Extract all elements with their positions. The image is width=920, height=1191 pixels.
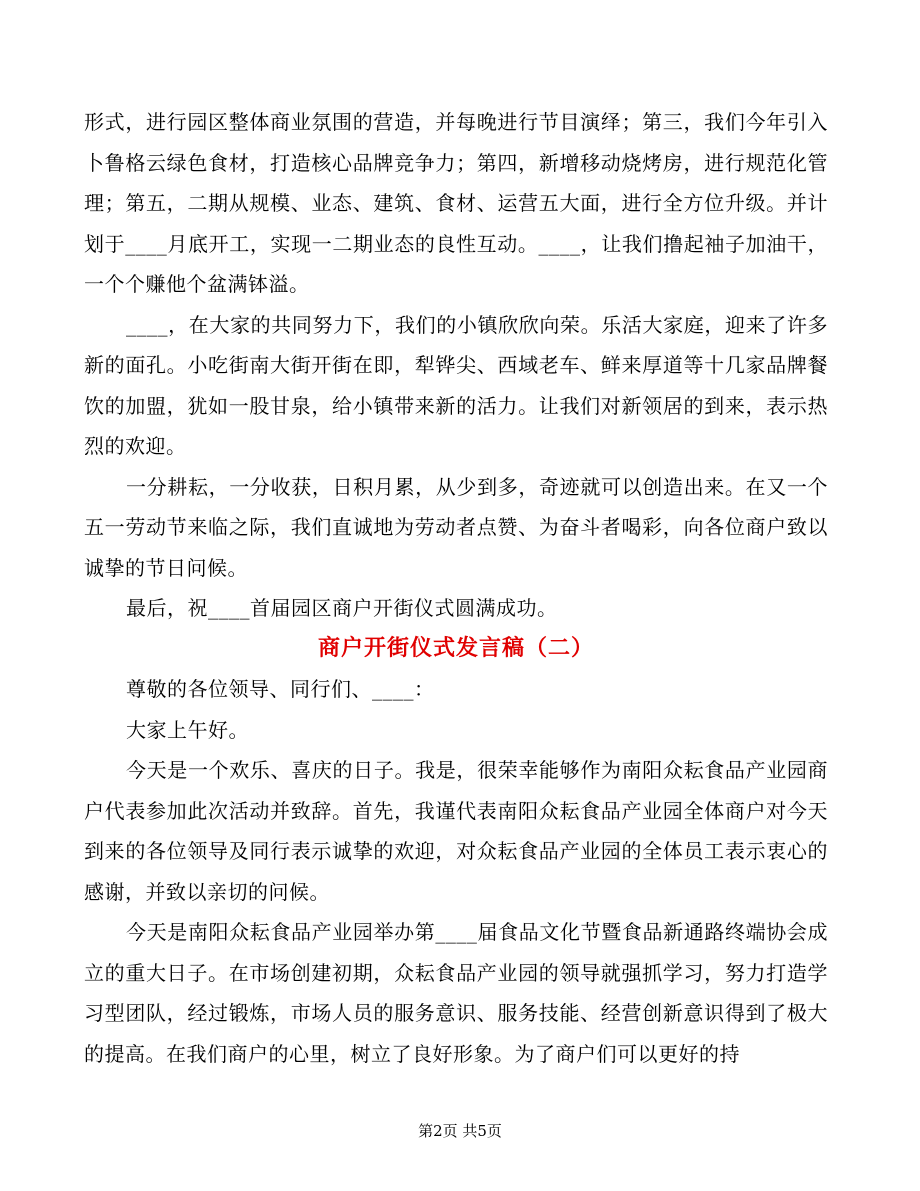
document-body bbox=[84, 102, 828, 1074]
section-title: 商户开街仪式发言稿（二） bbox=[317, 635, 594, 661]
greeting: 大家上午好。 bbox=[126, 717, 249, 742]
paragraph-6: 今天是南阳众耘食品产业园举办第____届食品文化节暨食品新通路终端协会成立的重大日子。在市场创建初期，众耘食品产业园的领导就强抓学习，努力打造学习型团队，经过锻炼，市场人员的服务意识、服务技能、经营创新意识得到了极大的提高。在我们商户的心里，树立了良好形象。为了商户们可以更好的持 bbox=[84, 920, 828, 1066]
paragraph-3: 一分耕耘，一分收获，日积月累，从少到多，奇迹就可以创造出来。在又一个五一劳动节来临之际，我们直诚地为劳动者点赞、为奋斗者喝彩，向各位商户致以诚挚的节日问候。 bbox=[84, 474, 828, 580]
paragraph-2: ____，在大家的共同努力下，我们的小镇欣欣向荣。乐活大家庭，迎来了许多新的面孔。小吃街南大街开街在即，犁铧尖、西域老车、鲜来厚道等十几家品牌餐饮的加盟，犹如一股甘泉，给小镇带来新的活力。让我们对新领居的到来，表示热烈的欢迎。 bbox=[84, 312, 828, 458]
page-number-footer: 第2页 共5页 bbox=[418, 1122, 502, 1140]
salutation: 尊敬的各位领导、同行们、____： bbox=[126, 677, 435, 701]
paragraph-1: 形式，进行园区整体商业氛围的营造，并每晚进行节目演绎；第三，我们今年引入卜鲁格云绿色食材，打造核心品牌竞争力；第四，新增移动烧烤房，进行规范化管理；第五，二期从规模、业态、建筑、食材、运营五大面，进行全方位升级。并计划于____月底开工，实现一二期业态的良性互动。____，让我们撸起袖子加油干，一个个赚他个盆满钵溢。 bbox=[84, 110, 828, 296]
paragraph-5: 今天是一个欢乐、喜庆的日子。我是，很荣幸能够作为南阳众耘食品产业园商户代表参加此次活动并致辞。首先，我谨代表南阳众耘食品产业园全体商户对今天到来的各位领导及同行表示诚挚的欢迎，对众耘食品产业园的全体员工表示衷心的感谢，并致以亲切的问候。 bbox=[84, 758, 828, 904]
paragraph-4: 最后，祝____首届园区商户开街仪式圆满成功。 bbox=[126, 596, 558, 620]
